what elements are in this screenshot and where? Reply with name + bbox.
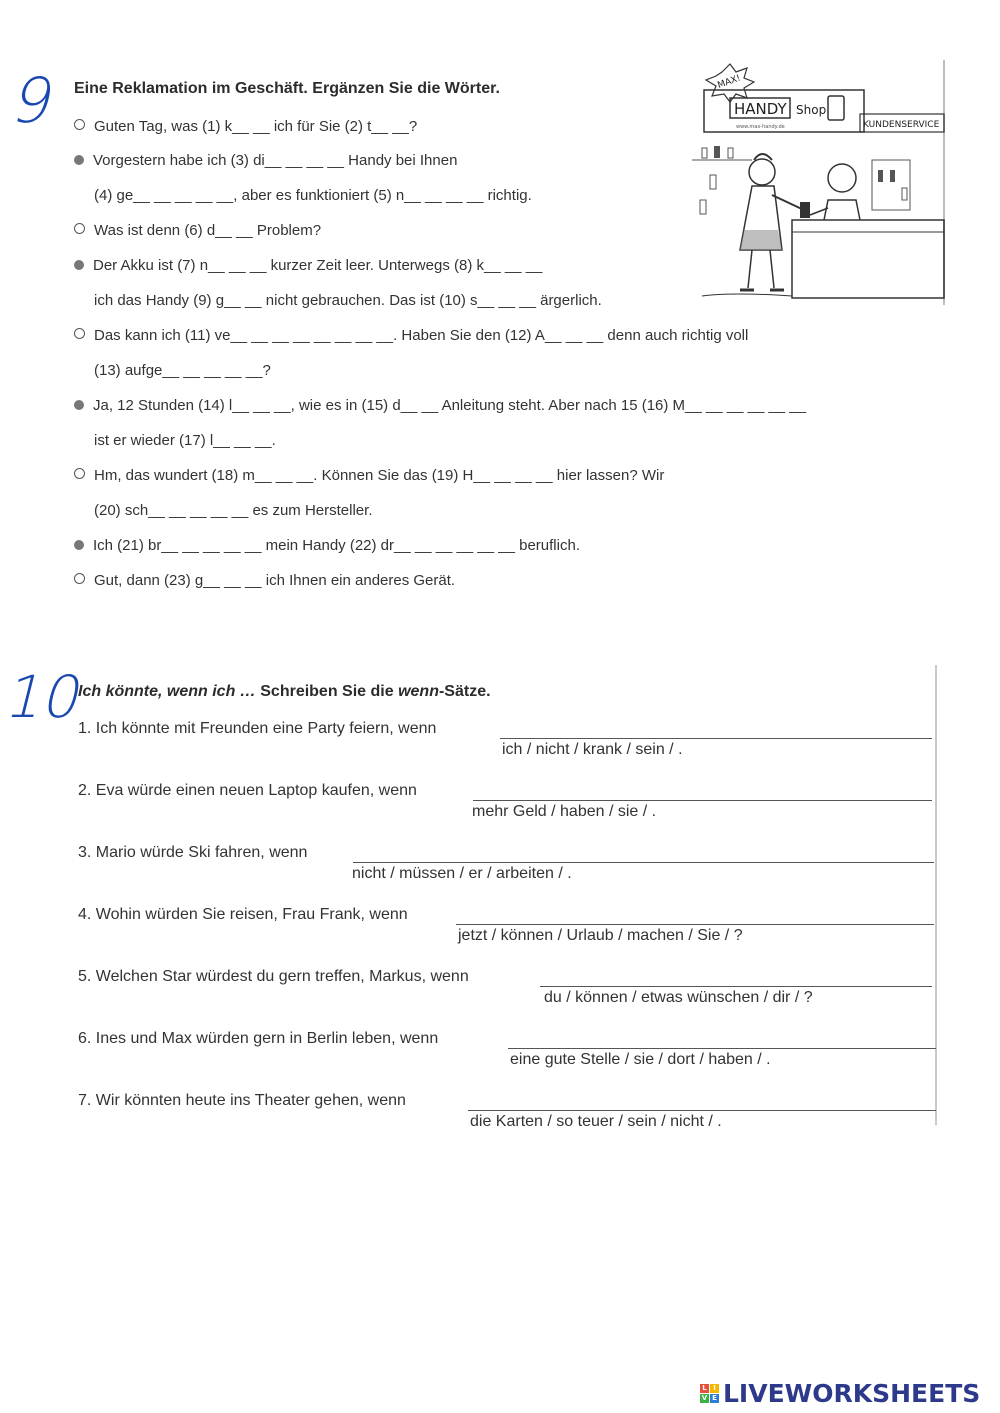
dialogue-text: Gut, dann (23) g__ __ __ ich Ihnen ein anderes Gerät. [94,572,456,589]
title-part-1: Ich könnte, wenn ich … [78,683,256,700]
dialogue-text: (20) sch__ __ __ __ __ es zum Hersteller. [94,502,373,519]
dialogue-text: Ja, 12 Stunden (14) l__ __ __, wie es in (15) d__ __ Anleitung steht. Aber nach 15 (16) M__ __ __ __ __ __ [93,397,806,414]
speaker-b-bullet-icon [74,155,84,165]
answer-blank[interactable] [508,1048,936,1049]
sign-shop: Shop [796,103,827,117]
dialogue-text: ist er wieder (17) l__ __ __. [94,432,276,449]
dialogue-line [74,571,455,591]
word-hint: die Karten / so teuer / sein / nicht / . [470,1113,722,1130]
logo-text: LIVEWORKSHEETS [723,1378,981,1408]
dialogue-line [74,466,664,486]
exercise-10-title [78,683,491,701]
dialogue-text: Das kann ich (11) ve__ __ __ __ __ __ __ __. Haben Sie den (12) A__ __ __ denn auch richtig voll [94,327,749,344]
sentence-prompt: 3. Mario würde Ski fahren, wenn [78,844,308,861]
answer-blank[interactable] [540,986,932,987]
speaker-b-bullet-icon [74,400,84,410]
speaker-a-bullet-icon [74,223,85,234]
dialogue-text: Der Akku ist (7) n__ __ __ kurzer Zeit leer. Unterwegs (8) k__ __ __ [93,257,543,274]
logo-mark-tile: V [701,1393,708,1402]
logo-mark-tile: E [710,1394,719,1403]
dialogue-line [74,326,748,346]
title-part-4: -Sätze. [438,683,491,700]
dialogue-line [74,291,602,311]
logo-mark-icon [700,1384,719,1403]
word-hint: ich / nicht / krank / sein / . [502,741,683,758]
dialogue-line [74,117,417,137]
sentence-prompt: 1. Ich könnte mit Freunden eine Party feiern, wenn [78,720,437,737]
answer-blank[interactable] [456,924,934,925]
dialogue-text: (13) aufge__ __ __ __ __? [94,362,271,379]
dialogue-line [74,396,806,416]
speaker-a-bullet-icon [74,573,85,584]
title-part-2: Schreiben Sie die [255,683,399,700]
dialogue-line [74,151,457,171]
speaker-a-bullet-icon [74,328,85,339]
speaker-b-bullet-icon [74,260,84,270]
sign-max: MAX! [716,73,743,91]
sentence-prompt: 4. Wohin würden Sie reisen, Frau Frank, wenn [78,906,408,923]
dialogue-line [74,501,372,521]
dialogue-line [74,361,271,381]
dialogue-text: (4) ge__ __ __ __ __, aber es funktioniert (5) n__ __ __ __ richtig. [94,187,532,204]
speaker-b-bullet-icon [74,540,84,550]
speaker-a-bullet-icon [74,468,85,479]
sentence-prompt: 7. Wir könnten heute ins Theater gehen, wenn [78,1092,406,1109]
word-hint: jetzt / können / Urlaub / machen / Sie / ? [458,927,743,944]
sentence-prompt: 2. Eva würde einen neuen Laptop kaufen, wenn [78,782,417,799]
dialogue-line [74,431,276,451]
word-hint: eine gute Stelle / sie / dort / haben / . [510,1051,771,1068]
word-hint: du / können / etwas wünschen / dir / ? [544,989,813,1006]
sentence-prompt: 5. Welchen Star würdest du gern treffen, Markus, wenn [78,968,469,985]
answer-blank[interactable] [500,738,932,739]
dialogue-line [74,186,532,206]
dialogue-line [74,536,580,556]
logo-mark-tile: I [710,1384,719,1393]
answer-blank[interactable] [473,800,932,801]
answer-blank[interactable] [353,862,934,863]
liveworksheets-logo [700,1378,980,1408]
sign-handy: HANDY [734,100,787,118]
exercise-9-title: Eine Reklamation im Geschäft. Ergänzen Sie die Wörter. [74,80,500,97]
dialogue-text: Vorgestern habe ich (3) di__ __ __ __ Handy bei Ihnen [93,152,458,169]
exercise-10-number: 10 [0,663,91,731]
dialogue-text: ich das Handy (9) g__ __ nicht gebrauchen. Das ist (10) s__ __ __ ärgerlich. [94,292,602,309]
handy-in-hand-icon [800,202,810,218]
answer-blank[interactable] [468,1110,936,1111]
sentence-prompt: 6. Ines und Max würden gern in Berlin leben, wenn [78,1030,439,1047]
dialogue-text: Guten Tag, was (1) k__ __ ich für Sie (2) t__ __? [94,118,418,135]
right-border [935,665,937,1125]
dialogue-line [74,256,542,276]
word-hint: mehr Geld / haben / sie / . [472,803,657,820]
word-hint: nicht / müssen / er / arbeiten / . [352,865,572,882]
dialogue-text: Hm, das wundert (18) m__ __ __. Können Sie das (19) H__ __ __ __ hier lassen? Wir [94,467,665,484]
title-part-3: wenn [398,683,439,700]
phone-icon [828,96,844,120]
speaker-a-bullet-icon [74,119,85,130]
dialogue-text: Was ist denn (6) d__ __ Problem? [94,222,322,239]
sign-url: www.max-handy.de [736,124,785,130]
sign-kundenservice: KUNDENSERVICE [863,120,940,130]
dialogue-line [74,221,321,241]
handy-shop-illustration [692,60,947,305]
logo-mark-tile: L [700,1384,709,1393]
exercise-9-number: 9 [5,64,63,137]
dialogue-text: Ich (21) br__ __ __ __ __ mein Handy (22) dr__ __ __ __ __ __ beruflich. [93,537,580,554]
